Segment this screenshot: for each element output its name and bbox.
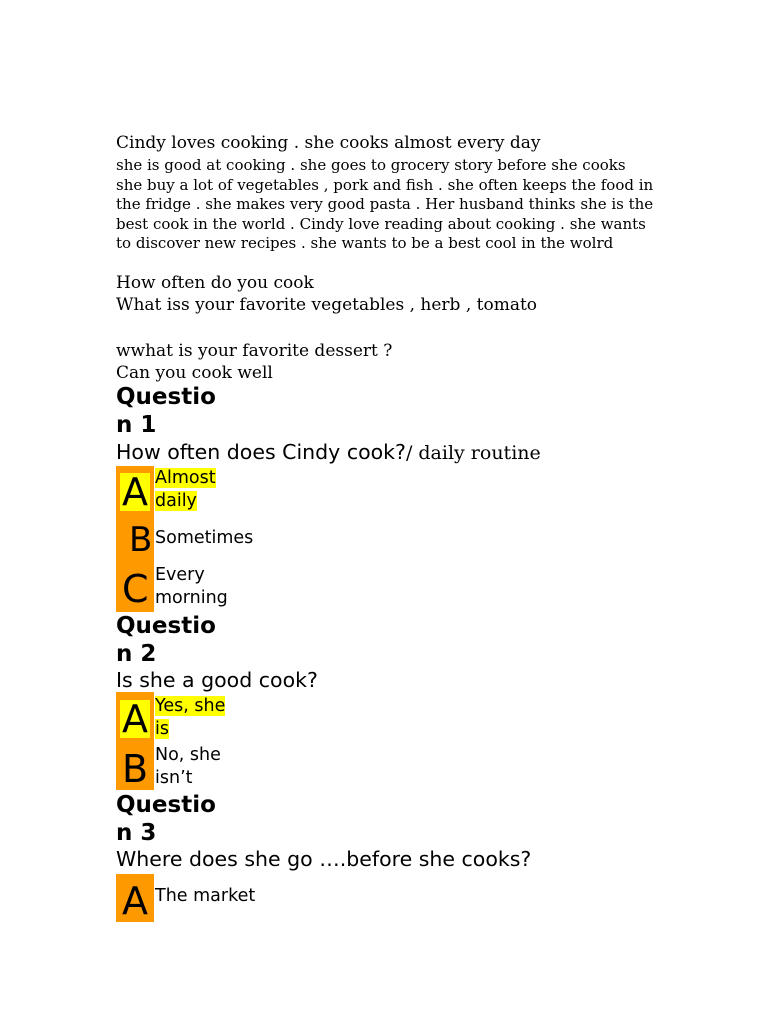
answer-option-a[interactable] bbox=[155, 467, 216, 513]
question-heading-line: n 3 bbox=[116, 820, 157, 846]
story-line: to discover new recipes . she wants to be a best cool in the wolrd bbox=[116, 234, 614, 252]
discussion-prompt: How often do you cook bbox=[116, 273, 314, 293]
question-heading-line: n 1 bbox=[116, 412, 157, 438]
story-title: Cindy loves cooking . she cooks almost every day bbox=[116, 133, 541, 153]
question-heading-line: Questio bbox=[116, 792, 216, 818]
answer-option-text: daily bbox=[155, 491, 197, 511]
story-line: she is good at cooking . she goes to grocery story before she cooks bbox=[116, 156, 626, 174]
question-heading bbox=[116, 612, 216, 668]
story-line: best cook in the world . Cindy love reading about cooking . she wants bbox=[116, 214, 646, 233]
answer-option-text: No, she bbox=[155, 745, 221, 765]
story-paragraph bbox=[116, 156, 653, 254]
question-text bbox=[116, 440, 541, 464]
discussion-prompt: Can you cook well bbox=[116, 363, 273, 383]
answer-option-text: Every bbox=[155, 565, 205, 585]
answer-option-b[interactable] bbox=[155, 527, 253, 550]
answer-letter-b[interactable]: B bbox=[129, 520, 153, 560]
answer-letter-a[interactable]: A bbox=[122, 879, 148, 923]
answer-option-text: is bbox=[155, 719, 169, 739]
answer-option-a[interactable] bbox=[155, 695, 225, 741]
question-text: Is she a good cook? bbox=[116, 668, 318, 692]
answer-letter-c[interactable]: C bbox=[122, 567, 149, 611]
answer-option-text: The market bbox=[155, 886, 256, 906]
question-heading bbox=[116, 383, 216, 439]
answer-option-a[interactable] bbox=[155, 885, 255, 908]
answer-option-text: Sometimes bbox=[155, 528, 254, 548]
discussion-prompt: What iss your favorite vegetables , herb , tomato bbox=[116, 295, 538, 315]
story-line: she buy a lot of vegetables , pork and fish . she often keeps the food in bbox=[116, 175, 654, 194]
answer-option-text: morning bbox=[155, 588, 228, 608]
answer-option-text: isn’t bbox=[155, 768, 193, 788]
question-heading-line: Questio bbox=[116, 384, 216, 410]
question-text-note: / daily routine bbox=[405, 442, 541, 464]
question-text: Where does she go ….before she cooks? bbox=[116, 847, 532, 871]
discussion-prompt: wwhat is your favorite dessert ? bbox=[116, 341, 393, 361]
question-heading-line: n 2 bbox=[116, 641, 157, 667]
question-heading bbox=[116, 791, 216, 847]
answer-option-text: Almost bbox=[155, 468, 216, 488]
answer-option-c[interactable] bbox=[155, 564, 228, 610]
story-line: the fridge . she makes very good pasta . Her husband thinks she is the bbox=[116, 195, 654, 213]
question-text-main: How often does Cindy cook? bbox=[116, 440, 406, 464]
answer-letter-a[interactable]: A bbox=[122, 470, 148, 514]
question-heading-line: Questio bbox=[116, 613, 216, 639]
answer-letter-a[interactable]: A bbox=[122, 697, 148, 741]
answer-option-text: Yes, she bbox=[155, 696, 226, 716]
answer-letter-b[interactable]: B bbox=[122, 747, 149, 791]
answer-option-b[interactable] bbox=[155, 744, 221, 790]
